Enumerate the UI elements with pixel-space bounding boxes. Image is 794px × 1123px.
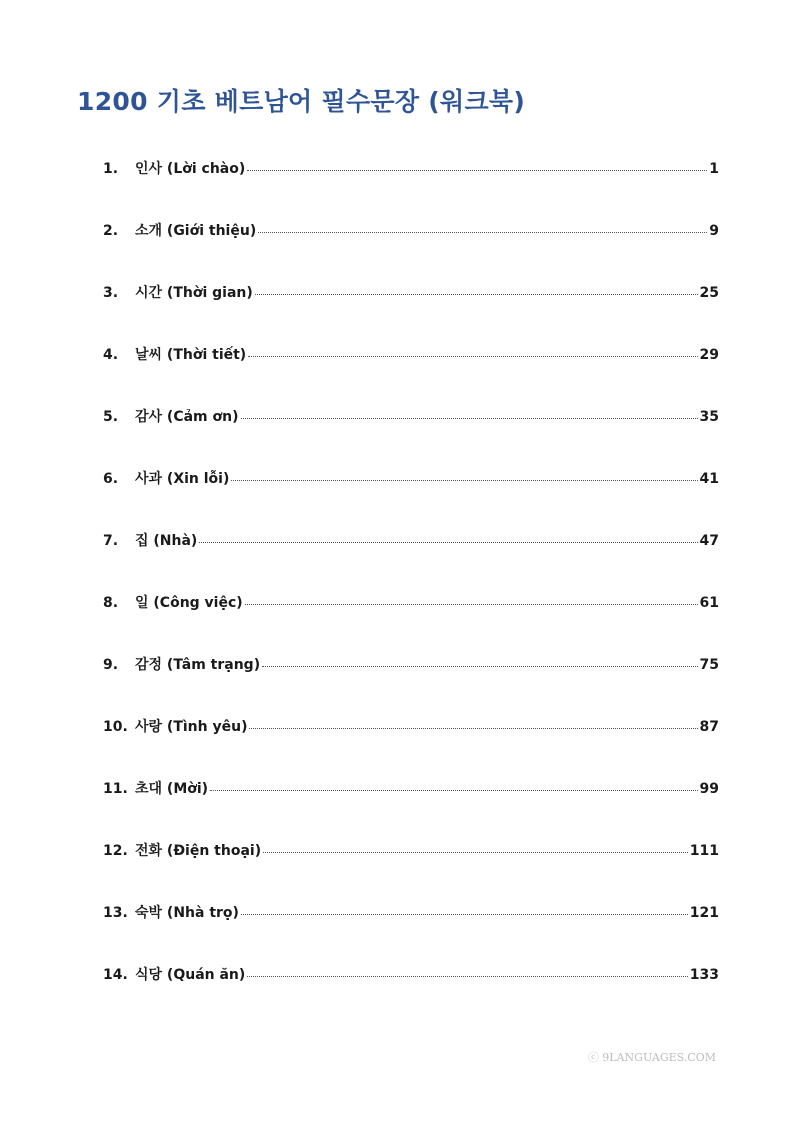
toc-entry[interactable]	[103, 592, 719, 654]
toc-entry[interactable]	[103, 406, 719, 468]
toc-entry-page: 1	[709, 161, 719, 177]
toc-entry-number: 9.	[103, 657, 119, 673]
toc-entry-page: 61	[699, 595, 719, 611]
toc-entry-label: 날씨 (Thời tiết)	[135, 347, 247, 363]
toc-entry-label: 인사 (Lời chào)	[135, 161, 246, 177]
toc-entry-page: 87	[699, 719, 719, 735]
toc-entry-number: 13.	[103, 905, 128, 921]
toc-entry-page: 41	[699, 471, 719, 487]
toc-entry-number: 2.	[103, 223, 119, 239]
dot-leader	[248, 356, 697, 357]
copyright-footer: ⓒ 9LANGUAGES.COM	[587, 1051, 716, 1064]
dot-leader	[247, 170, 707, 171]
toc-entry-label: 숙박 (Nhà trọ)	[135, 905, 239, 921]
toc-entry-number: 10.	[103, 719, 128, 735]
toc-entry-number: 1.	[103, 161, 119, 177]
toc-entry-number: 7.	[103, 533, 119, 549]
dot-leader	[245, 604, 698, 605]
toc-entry-label: 집 (Nhà)	[135, 533, 198, 549]
dot-leader	[258, 232, 707, 233]
toc-entry[interactable]	[103, 964, 719, 1026]
dot-leader	[241, 914, 688, 915]
dot-leader	[241, 418, 698, 419]
document-title: 1200 기초 베트남어 필수문장 (워크북)	[77, 87, 526, 116]
toc-entry-page: 35	[699, 409, 719, 425]
toc-entry-page: 25	[699, 285, 719, 301]
toc-entry-number: 14.	[103, 967, 128, 983]
toc-entry-label: 일 (Công việc)	[135, 595, 243, 611]
toc-entry-number: 4.	[103, 347, 119, 363]
dot-leader	[210, 790, 697, 791]
toc-entry-page: 9	[709, 223, 719, 239]
toc-entry[interactable]	[103, 282, 719, 344]
toc-entry[interactable]	[103, 158, 719, 220]
toc-entry-label: 감정 (Tâm trạng)	[135, 657, 261, 673]
toc-entry-label: 식당 (Quán ăn)	[135, 967, 246, 983]
toc-entry[interactable]	[103, 468, 719, 530]
toc-entry[interactable]	[103, 530, 719, 592]
toc-entry[interactable]	[103, 220, 719, 282]
toc-entry-page: 47	[699, 533, 719, 549]
toc-entry-label: 사랑 (Tình yêu)	[135, 719, 248, 735]
toc-entry-label: 사과 (Xin lỗi)	[135, 471, 230, 487]
toc-entry-label: 소개 (Giới thiệu)	[135, 223, 257, 239]
toc-entry-number: 5.	[103, 409, 119, 425]
dot-leader	[262, 666, 697, 667]
dot-leader	[199, 542, 697, 543]
toc-entry[interactable]	[103, 654, 719, 716]
toc-entry[interactable]	[103, 840, 719, 902]
toc-entry-number: 6.	[103, 471, 119, 487]
toc-entry[interactable]	[103, 344, 719, 406]
toc-entry-page: 75	[699, 657, 719, 673]
toc-entry-page: 99	[699, 781, 719, 797]
dot-leader	[231, 480, 697, 481]
toc-entry-label: 전화 (Điện thoại)	[135, 843, 262, 859]
toc-entry-label: 초대 (Mời)	[135, 781, 209, 797]
dot-leader	[247, 976, 687, 977]
toc-entry-page: 111	[689, 843, 719, 859]
toc-entry-label: 시간 (Thời gian)	[135, 285, 253, 301]
toc-entry-number: 12.	[103, 843, 128, 859]
toc-entry-number: 11.	[103, 781, 128, 797]
table-of-contents	[103, 158, 719, 1026]
dot-leader	[263, 852, 688, 853]
toc-entry[interactable]	[103, 902, 719, 964]
dot-leader	[249, 728, 697, 729]
toc-entry-number: 8.	[103, 595, 119, 611]
toc-entry[interactable]	[103, 778, 719, 840]
toc-entry-label: 감사 (Cảm ơn)	[135, 409, 239, 425]
toc-entry-page: 121	[689, 905, 719, 921]
toc-entry[interactable]	[103, 716, 719, 778]
dot-leader	[255, 294, 698, 295]
toc-entry-page: 133	[689, 967, 719, 983]
toc-entry-page: 29	[699, 347, 719, 363]
toc-entry-number: 3.	[103, 285, 119, 301]
